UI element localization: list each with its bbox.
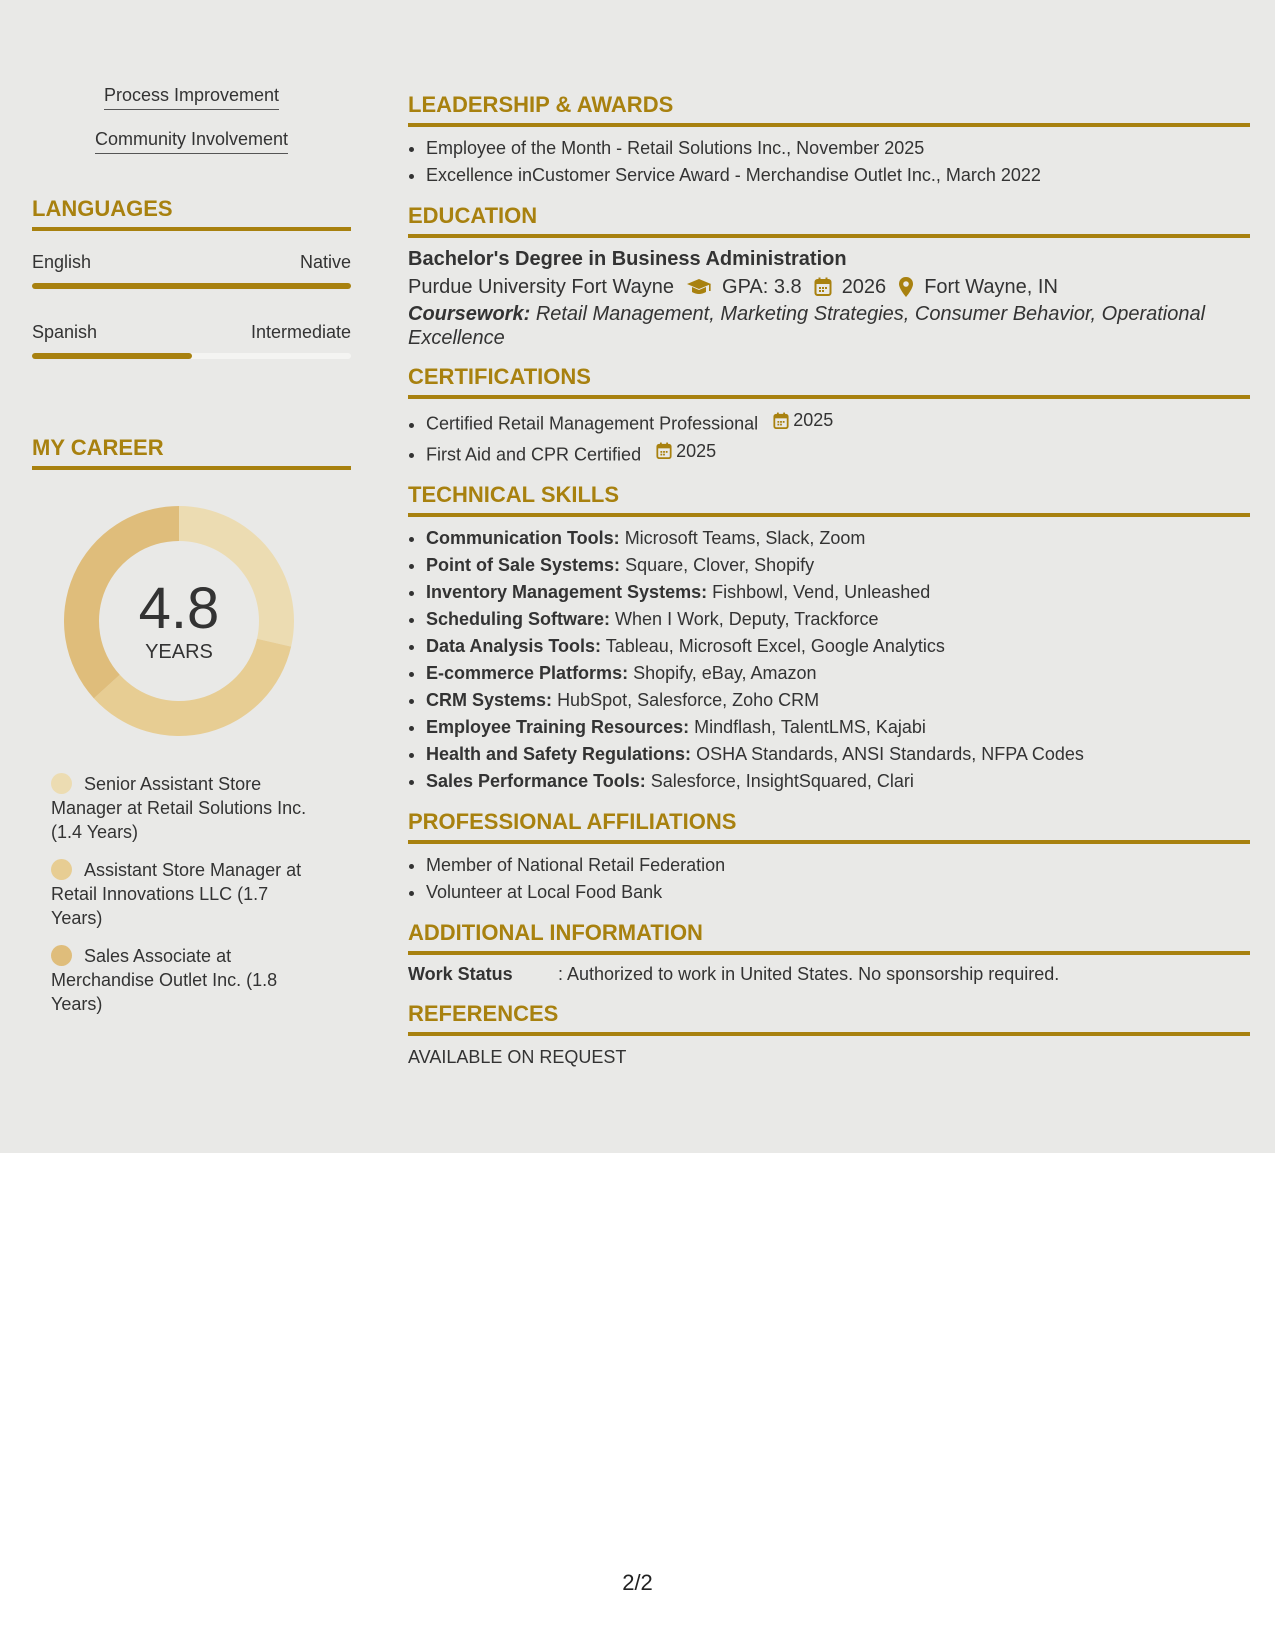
language-proficiency-bar	[32, 353, 351, 359]
interest-chip: Process Improvement	[104, 84, 279, 110]
certification-year: 2025	[793, 410, 834, 430]
legend-dot-icon	[51, 859, 72, 880]
leadership-heading: LEADERSHIP & AWARDS	[408, 92, 1250, 127]
skill-label: Employee Training Resources:	[426, 717, 690, 737]
graduation-cap-icon	[686, 277, 712, 297]
references-section	[408, 1001, 1250, 1070]
list-item	[426, 525, 1250, 552]
career-legend-label: Sales Associate at Merchandise Outlet Inc. (1.8 Years)	[51, 946, 278, 1014]
location-pin-icon	[898, 276, 914, 298]
legend-dot-icon	[51, 773, 72, 794]
career-legend-label: Assistant Store Manager at Retail Innovations LLC (1.7 Years)	[51, 860, 302, 928]
language-proficiency-fill	[32, 283, 351, 289]
calendar-icon	[656, 442, 672, 460]
certification-date	[656, 438, 716, 465]
certifications-section	[408, 364, 1250, 468]
degree-title: Bachelor's Degree in Business Administration	[408, 248, 847, 270]
sidebar	[32, 84, 351, 1030]
interest-chip-row	[32, 128, 351, 154]
skill-value: Shopify, eBay, Amazon	[633, 663, 817, 683]
additional-info-heading: ADDITIONAL INFORMATION	[408, 920, 1250, 955]
language-proficiency-fill	[32, 353, 192, 359]
career-legend-item	[51, 944, 321, 1016]
technical-skills-list	[408, 525, 1250, 795]
certifications-list	[408, 407, 1250, 468]
certification-date	[773, 407, 833, 434]
career-legend	[51, 772, 321, 1016]
interest-chip-row	[32, 84, 351, 110]
skill-label: Sales Performance Tools:	[426, 771, 646, 791]
certifications-heading: CERTIFICATIONS	[408, 364, 1250, 399]
career-total-years: 4.8	[138, 576, 220, 641]
career-donut-chart	[64, 506, 294, 736]
education-details	[408, 272, 1250, 302]
skill-value: Mindflash, TalentLMS, Kajabi	[694, 717, 926, 737]
technical-skills-section	[408, 482, 1250, 795]
career-legend-item	[51, 858, 321, 930]
language-item	[32, 321, 351, 359]
list-item	[426, 579, 1250, 606]
certification-year: 2025	[676, 440, 717, 461]
list-item: • Excellence inCustomer Service Award - Merchandise Outlet Inc., March 2022	[426, 162, 1250, 189]
skill-label: Inventory Management Systems:	[426, 582, 708, 602]
affiliations-list	[408, 852, 1250, 906]
affiliations-section	[408, 809, 1250, 906]
language-name: English	[32, 252, 92, 272]
languages-heading: LANGUAGES	[32, 196, 351, 231]
skill-value: Square, Clover, Shopify	[625, 555, 815, 575]
calendar-icon	[814, 277, 832, 297]
language-level: Native	[299, 252, 351, 272]
skill-value: Microsoft Teams, Slack, Zoom	[624, 528, 866, 548]
language-item	[32, 251, 351, 289]
leadership-section	[408, 92, 1250, 189]
skill-label: Scheduling Software:	[426, 609, 611, 629]
list-item: • Employee of the Month - Retail Solutions Inc., November 2025	[426, 135, 1250, 162]
legend-dot-icon	[51, 945, 72, 966]
references-heading: REFERENCES	[408, 1001, 1250, 1036]
additional-info-section	[408, 920, 1250, 987]
graduation-year: 2026	[841, 276, 887, 298]
coursework	[408, 302, 1250, 350]
work-status-row	[408, 961, 1250, 987]
technical-skills-heading: TECHNICAL SKILLS	[408, 482, 1250, 517]
career-legend-item	[51, 772, 321, 844]
leadership-list	[408, 135, 1250, 189]
list-item	[426, 741, 1250, 768]
list-item	[426, 633, 1250, 660]
skill-value: Tableau, Microsoft Excel, Google Analytics	[605, 636, 945, 656]
list-item	[426, 660, 1250, 687]
skill-label: Data Analysis Tools:	[426, 636, 602, 656]
language-proficiency-bar	[32, 283, 351, 289]
skill-value: Fishbowl, Vend, Unleashed	[712, 582, 931, 602]
list-item	[426, 714, 1250, 741]
career-heading: MY CAREER	[32, 435, 351, 470]
list-item	[426, 687, 1250, 714]
references-text: AVAILABLE ON REQUEST	[408, 1047, 627, 1067]
school-location: Fort Wayne, IN	[924, 276, 1058, 298]
school-name: Purdue University Fort Wayne	[408, 276, 675, 298]
skill-label: Health and Safety Regulations:	[426, 744, 692, 764]
skill-label: E-commerce Platforms:	[426, 663, 629, 683]
page-number: 2/2	[622, 1570, 653, 1595]
certification-name: Certified Retail Management Professional	[426, 413, 759, 434]
work-status-value: : Authorized to work in United States. No sponsorship required.	[558, 964, 1060, 984]
list-item: • Member of National Retail Federation	[426, 852, 1250, 879]
list-item	[426, 768, 1250, 795]
interest-chip: Community Involvement	[95, 128, 288, 154]
skill-value: OSHA Standards, ANSI Standards, NFPA Codes	[696, 744, 1084, 764]
coursework-label: Coursework:	[408, 303, 531, 325]
education-heading: EDUCATION	[408, 203, 1250, 238]
list-item: • Volunteer at Local Food Bank	[426, 879, 1250, 906]
career-total-unit: YEARS	[145, 641, 213, 663]
certification-name: First Aid and CPR Certified	[426, 444, 642, 464]
calendar-icon	[773, 412, 789, 430]
work-status-label: Work Status	[408, 964, 513, 984]
career-section	[32, 435, 351, 1016]
list-item	[426, 552, 1250, 579]
language-name: Spanish	[32, 322, 98, 342]
career-legend-label: Senior Assistant Store Manager at Retail Solutions Inc. (1.4 Years)	[51, 774, 307, 842]
list-item	[426, 606, 1250, 633]
language-level: Intermediate	[250, 322, 351, 342]
languages-section	[32, 196, 351, 359]
main-content	[408, 92, 1250, 1084]
gpa: GPA: 3.8	[722, 276, 802, 298]
education-section	[408, 203, 1250, 350]
skill-value: When I Work, Deputy, Trackforce	[615, 609, 879, 629]
skill-value: HubSpot, Salesforce, Zoho CRM	[557, 690, 820, 710]
skill-value: Salesforce, InsightSquared, Clari	[650, 771, 914, 791]
coursework-text: Retail Management, Marketing Strategies, Consumer Behavior, Operational Excellence	[408, 303, 1206, 349]
skill-label: Point of Sale Systems:	[426, 555, 621, 575]
list-item	[426, 407, 1250, 438]
affiliations-heading: PROFESSIONAL AFFILIATIONS	[408, 809, 1250, 844]
skill-label: CRM Systems:	[426, 690, 553, 710]
list-item	[426, 438, 1250, 469]
skill-label: Communication Tools:	[426, 528, 620, 548]
donut-center	[64, 506, 294, 736]
